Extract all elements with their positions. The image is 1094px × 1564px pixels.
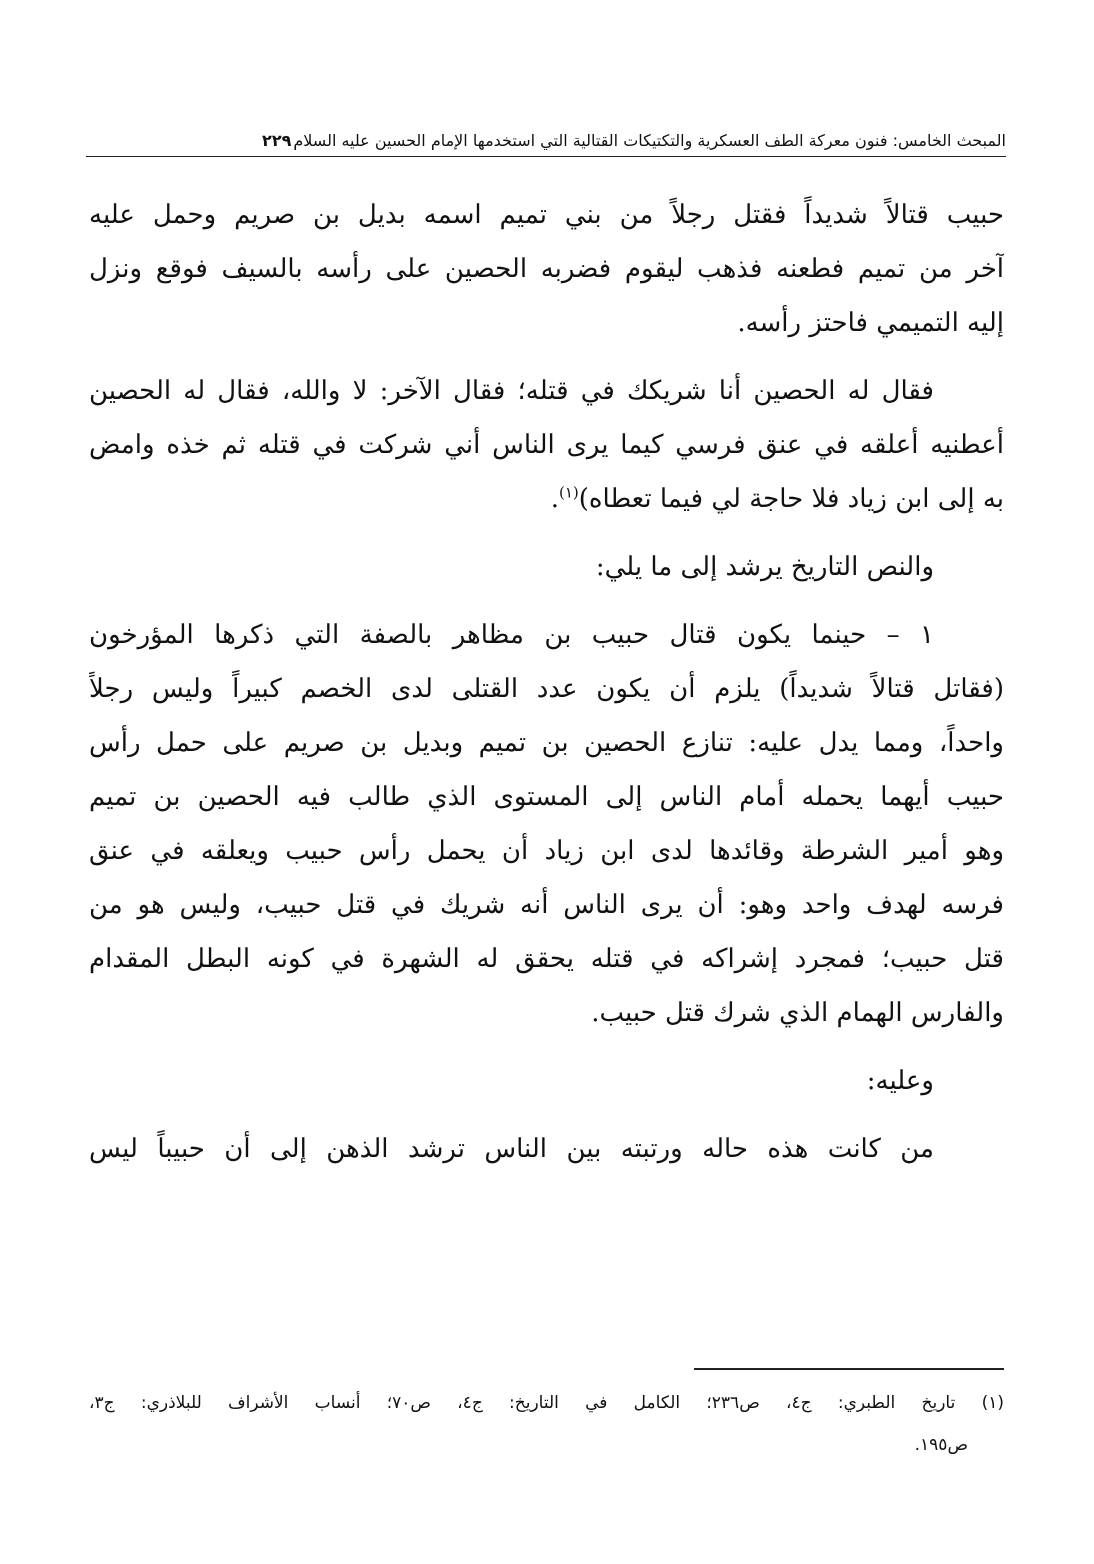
- text-line: والفارس الهمام الذي شرك قتل حبيب.: [591, 998, 1004, 1028]
- paragraph-5: [89, 1054, 1004, 1108]
- text-line: (فقاتل قتالاً شديداً) يلزم أن يكون عدد القتلى لدى الخصم كبيراً وليس رجلاً: [89, 674, 1004, 704]
- text-line: آخر من تميم فطعنه فذهب ليقوم فضربه الحصين على رأسه بالسيف فوقع ونزل: [89, 254, 1004, 284]
- text-line: حبيب أيهما يحمله أمام الناس إلى المستوى الذي طالب فيه الحصين بن تميم: [89, 782, 1004, 812]
- text-line: إليه التميمي فاحتز رأسه.: [737, 308, 1004, 338]
- text-line: وهو أمير الشرطة وقائدها لدى ابن زياد أن يحمل رأس حبيب ويعلقه في عنق: [89, 836, 1004, 866]
- text-line: والنص التاريخ يرشد إلى ما يلي:: [595, 552, 934, 582]
- footnote-reference[interactable]: (١): [559, 483, 579, 502]
- footnote-line: ص١٩٥.: [914, 1435, 968, 1455]
- text-line: [89, 472, 1004, 526]
- running-title: المبحث الخامس: فنون معركة الطف العسكرية والتكتيكات القتالية التي استخدمها الإمام الحسين عليه السلام: [293, 131, 1006, 150]
- paragraph-1: [89, 188, 1004, 350]
- body-text: [89, 188, 1004, 1176]
- text-line: من كانت هذه حاله ورتبته بين الناس ترشد الذهن إلى أن حبيباً ليس: [89, 1134, 934, 1164]
- text-line: وعليه:: [866, 1066, 934, 1096]
- paragraph-2: [89, 364, 1004, 526]
- footnote-line: (١) تاريخ الطبري: ج٤، ص٢٣٦؛ الكامل في التاريخ: ج٤، ص٧٠؛ أنساب الأشراف للبلاذري: ج٣،: [89, 1393, 1004, 1413]
- text-line-content: به إلى ابن زياد فلا حاجة لي فيما تعطاه): [578, 484, 1004, 514]
- text-line: ١ – حينما يكون قتال حبيب بن مظاهر بالصفة التي ذكرها المؤرخون: [89, 620, 934, 650]
- paragraph-6: [89, 1122, 1004, 1176]
- page-number: ٢٢٩: [262, 131, 292, 150]
- footnote-divider: [694, 1368, 1004, 1370]
- text-line: فقال له الحصين أنا شريكك في قتله؛ فقال الآخر: لا والله، فقال له الحصين: [89, 376, 934, 406]
- text-line: واحداً، ومما يدل عليه: تنازع الحصين بن تميم وبديل بن صريم على حمل رأس: [89, 728, 1004, 758]
- text-line: حبيب قتالاً شديداً فقتل رجلاً من بني تميم اسمه بديل بن صريم وحمل عليه: [89, 200, 1004, 230]
- paragraph-3: [89, 540, 1004, 594]
- running-header: [86, 126, 1006, 157]
- paragraph-4: [89, 608, 1004, 1040]
- footnote: [89, 1382, 1004, 1466]
- sentence-end: .: [550, 484, 559, 514]
- text-line: فرسه لهدف واحد وهو: أن يرى الناس أنه شريك في قتل حبيب، وليس هو من: [89, 890, 1004, 920]
- text-line: قتل حبيب؛ فمجرد إشراكه في قتله يحقق له الشهرة في كونه البطل المقدام: [89, 944, 1004, 974]
- text-line: أعطنيه أعلقه في عنق فرسي كيما يرى الناس أني شركت في قتله ثم خذه وامض: [89, 430, 1004, 460]
